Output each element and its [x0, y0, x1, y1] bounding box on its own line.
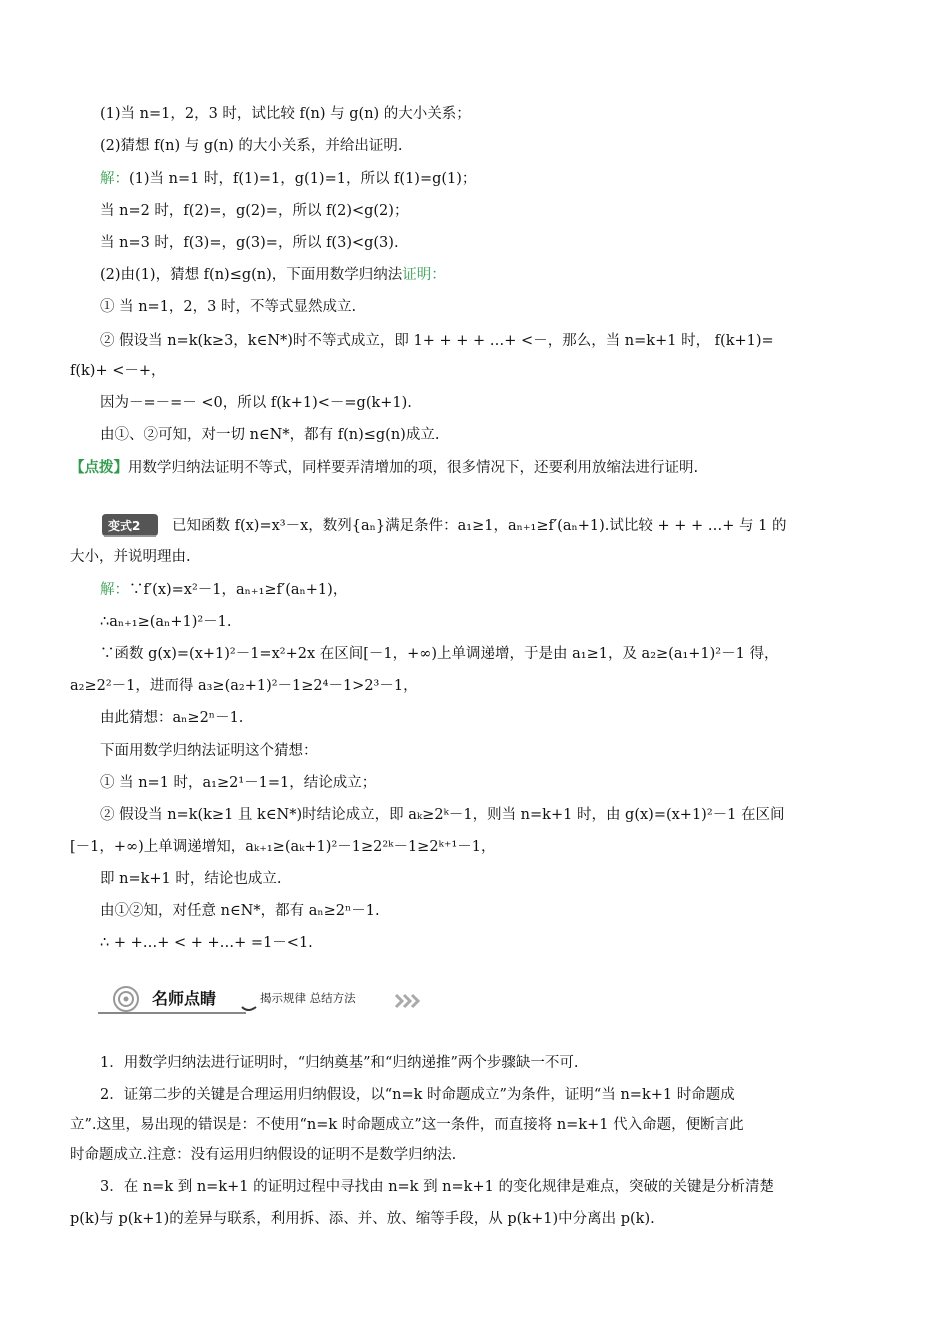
summary-point-3a: 3．在 n=k 到 n=k+1 的证明过程中寻找由 n=k 到 n=k+1 的变化规律是难点，突破的关键是分析清楚 — [100, 1179, 774, 1195]
banner-title: 名师点睛 — [152, 989, 217, 1008]
tip-label: 【点拨】 — [70, 459, 128, 476]
summary-point-1: 1．用数学归纳法进行证明时，“归纳奠基”和“归纳递推”两个步骤缺一不可. — [100, 1055, 579, 1071]
variant-solution-5: 由此猜想：aₙ≥2ⁿ－1. — [100, 710, 244, 726]
variant-solution-7: ① 当 n=1 时，a₁≥2¹－1=1，结论成立； — [100, 775, 377, 791]
solution-line-8: 因为－=－=－ <0，所以 f(k+1)<－=g(k+1). — [100, 395, 412, 411]
variant-solution-4: a₂≥2²－1，进而得 a₃≥(a₂+1)²－1≥2⁴－1>2³－1， — [70, 678, 418, 694]
solution-line-6: ② 假设当 n=k(k≥3，k∈N*)时不等式成立，即 1+ + + + …+ <－，那么，当 n=k+1 时， f(k+1)= — [100, 333, 774, 349]
variant-badge-label: 变式2 — [108, 519, 141, 533]
summary-point-2c: 时命题成立.注意：没有运用归纳假设的证明不是数学归纳法. — [70, 1147, 457, 1163]
variant-solution-10: 即 n=k+1 时，结论也成立. — [100, 871, 282, 887]
question-2: (2)猜想 f(n) 与 g(n) 的大小关系，并给出证明. — [100, 138, 403, 154]
variant-solution-label: 解： — [100, 582, 129, 598]
solution-line-2: 当 n=2 时，f(2)=，g(2)=，所以 f(2)<g(2)； — [100, 203, 409, 219]
variant-solution-9: [－1，+∞)上单调递增知，aₖ₊₁≥(aₖ+1)²－1≥2²ᵏ－1≥2ᵏ⁺¹－1， — [70, 839, 496, 855]
solution-label: 解： — [100, 171, 129, 187]
solution-line-7: f(k)+ <－+， — [70, 363, 166, 379]
solution-line-3: 当 n=3 时，f(3)=，g(3)=，所以 f(3)<g(3). — [100, 235, 399, 251]
summary-point-2b: 立”.这里，易出现的错误是：不使用“n=k 时命题成立”这一条件，而直接将 n=k+1 代入命题，便断言此 — [70, 1117, 744, 1133]
variant-line-2: 大小，并说明理由. — [70, 549, 191, 565]
variant-solution-2: ∴aₙ₊₁≥(aₙ+1)²－1. — [100, 614, 232, 630]
variant-solution-11: 由①②知，对任意 n∈N*，都有 aₙ≥2ⁿ－1. — [100, 903, 380, 919]
question-1: (1)当 n=1，2，3 时，试比较 f(n) 与 g(n) 的大小关系； — [100, 106, 471, 122]
variant-badge-icon — [100, 512, 160, 538]
banner-subtitle: 揭示规律 总结方法 — [260, 991, 356, 1005]
summary-point-3b: p(k)与 p(k+1)的差异与联系，利用拆、添、并、放、缩等手段，从 p(k+1)中分离出 p(k). — [70, 1211, 655, 1227]
variant-line-1: 已知函数 f(x)=x³－x，数列{aₙ}满足条件：a₁≥1，aₙ₊₁≥f′(aₙ+1).试比较 + + + …+ 与 1 的 — [172, 518, 787, 534]
tip-line: 【点拨】用数学归纳法证明不等式，同样要弄清增加的项，很多情况下，还要利用放缩法进行证明. — [70, 459, 699, 476]
variant-solution-1: 解：∵f′(x)=x²－1，aₙ₊₁≥f′(aₙ+1)， — [100, 582, 348, 598]
variant-solution-6: 下面用数学归纳法证明这个猜想： — [100, 743, 318, 759]
summary-point-2a: 2．证第二步的关键是合理运用归纳假设，以“n=k 时命题成立”为条件，证明“当 n=k+1 时命题成 — [100, 1087, 735, 1103]
solution-line-4: (2)由(1)，猜想 f(n)≤g(n)，下面用数学归纳法证明： — [100, 267, 446, 283]
variant-solution-12: ∴ + +…+ < + +…+ =1－<1. — [100, 935, 313, 951]
solution-line-1: 解：(1)当 n=1 时，f(1)=1，g(1)=1，所以 f(1)=g(1)； — [100, 171, 477, 187]
solution-line-5: ① 当 n=1，2，3 时，不等式显然成立. — [100, 299, 357, 315]
solution-line-9: 由①、②可知，对一切 n∈N*，都有 f(n)≤g(n)成立. — [100, 427, 440, 443]
variant-solution-8: ② 假设当 n=k(k≥1 且 k∈N*)时结论成立，即 aₖ≥2ᵏ－1，则当 n=k+1 时，由 g(x)=(x+1)²－1 在区间 — [100, 807, 785, 823]
variant-solution-3: ∵函数 g(x)=(x+1)²－1=x²+2x 在区间[－1，+∞)上单调递增，于是由 a₁≥1，及 a₂≥(a₁+1)²－1 得， — [100, 646, 779, 662]
